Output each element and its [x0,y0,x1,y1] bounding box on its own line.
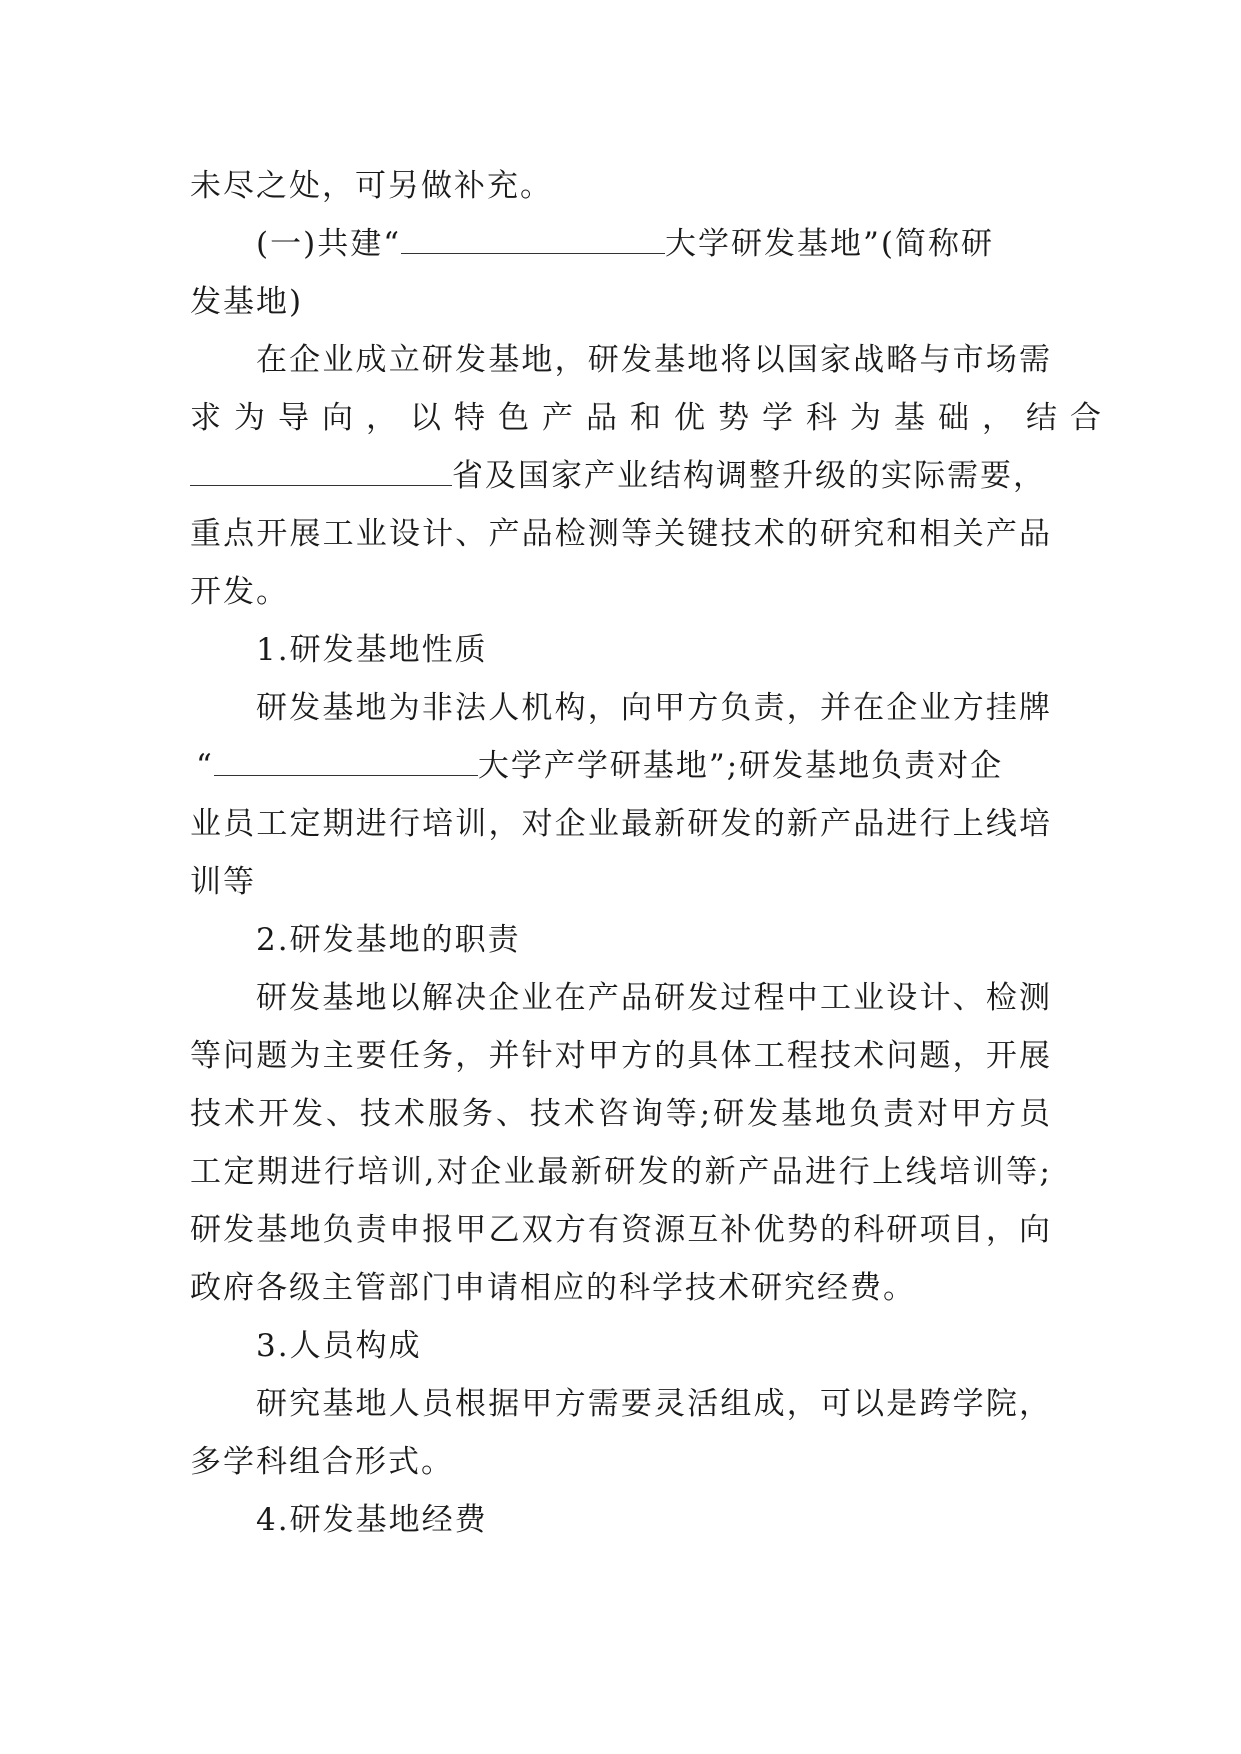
text-span: 开发。 [190,574,289,610]
text-span: 2.研发基地的职责 [256,922,521,958]
text-span: 研发基地为非法人机构，向甲方负责，并在企业方挂牌 [256,690,1050,726]
text-span: 发基地) [190,284,304,320]
text-line [190,570,1050,614]
text-span: 训等 [190,864,256,900]
section-heading [256,222,1050,266]
text-span: 3.人员构成 [256,1328,422,1364]
text-span: 研发基地负责申报甲乙双方有资源互补优势的科研项目，向 [190,1212,1050,1248]
text-span: (一)共建“ [256,226,402,262]
paragraph-line [190,454,1050,498]
subsection-heading [256,628,1050,672]
paragraph-line [190,1208,1050,1252]
text-span: 业员工定期进行培训，对企业最新研发的新产品进行上线培 [190,806,1050,842]
paragraph-line [190,1092,1050,1136]
paragraph-line [256,976,1050,1020]
text-span: 等问题为主要任务，并针对甲方的具体工程技术问题，开展 [190,1038,1050,1074]
text-line [190,164,1050,208]
paragraph-line [190,802,1050,846]
paragraph-line [256,1382,1050,1426]
text-span: 研发基地以解决企业在产品研发过程中工业设计、检测 [256,980,1050,1016]
paragraph-line [256,686,1050,730]
text-span: 大学研发基地”(简称研 [665,226,994,262]
text-span: 工定期进行培训,对企业最新研发的新产品进行上线培训等; [190,1154,1050,1190]
text-span: 重点开展工业设计、产品检测等关键技术的研究和相关产品 [190,516,1050,552]
text-span: 大学产学研基地”;研发基地负责对企 [477,748,1004,784]
text-line [190,280,1050,324]
text-span: 未尽之处，可另做补充。 [190,168,553,204]
subsection-heading [256,918,1050,962]
text-span: 4.研发基地经费 [256,1502,488,1538]
text-span: 技术开发、技术服务、技术咨询等;研发基地负责对甲方员 [190,1096,1050,1132]
fill-in-blank [401,225,665,254]
fill-in-blank [214,747,478,776]
text-line [190,1266,1050,1310]
paragraph-line [190,512,1050,556]
text-span: 求为导向，以特色产品和优势学科为基础，结合 [190,400,1114,436]
subsection-heading [256,1498,1050,1542]
subsection-heading [256,1324,1050,1368]
paragraph-line [190,1034,1050,1078]
text-span: 政府各级主管部门申请相应的科学技术研究经费。 [190,1270,916,1306]
text-span: “ [196,748,214,784]
paragraph-line [256,338,1050,382]
fill-in-blank [190,457,452,486]
text-line [190,1440,1050,1484]
text-span: 研究基地人员根据甲方需要灵活组成，可以是跨学院， [256,1386,1050,1422]
text-span: 多学科组合形式。 [190,1444,454,1480]
text-span: 1.研发基地性质 [256,632,488,668]
text-span: 省及国家产业结构调整升级的实际需要， [452,458,1046,494]
paragraph-line [190,1150,1050,1194]
paragraph-line [190,396,1114,440]
text-line [190,860,1050,904]
paragraph-line [196,744,1056,788]
text-span: 在企业成立研发基地，研发基地将以国家战略与市场需 [256,342,1050,378]
